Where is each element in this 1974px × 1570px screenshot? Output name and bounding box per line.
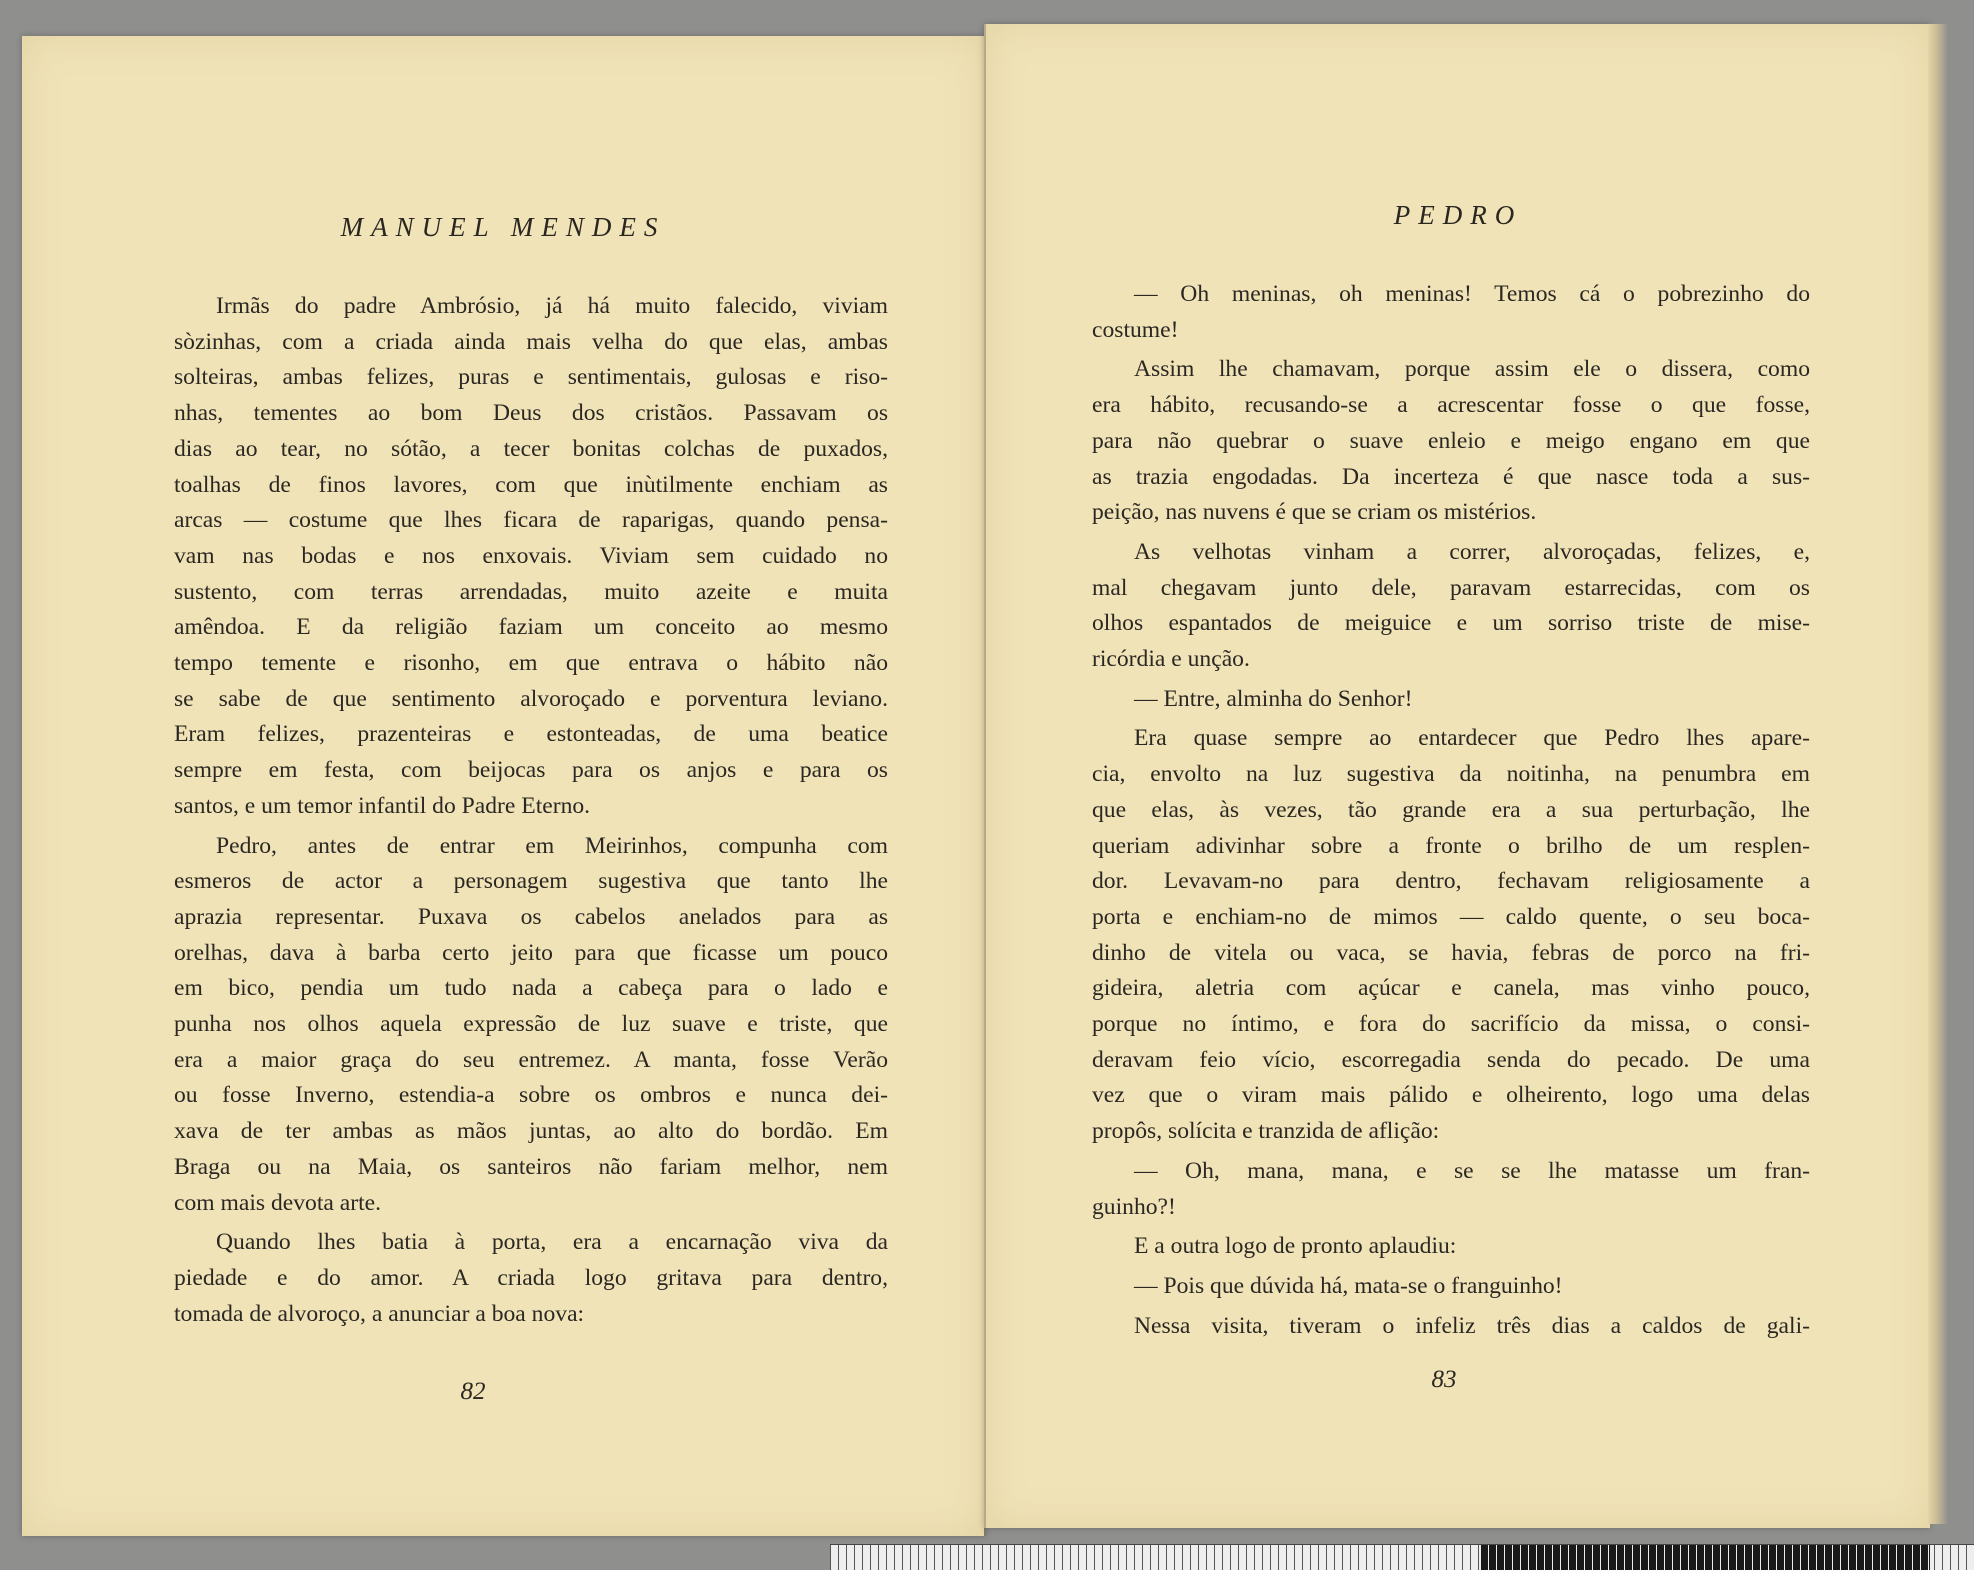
scale-ruler: [830, 1544, 1974, 1570]
text-line: Assim lhe chamavam, porque assim ele o dissera, como: [1134, 356, 1810, 383]
paragraph: [1092, 1309, 1810, 1345]
text-line: com mais devota arte.: [174, 1189, 382, 1216]
text-line: era hábito, recusando-se a acrescentar fosse o que fosse,: [1092, 392, 1810, 419]
text-line: propôs, solícita e tranzida de aflição:: [1092, 1118, 1440, 1145]
page-number-right: 83: [1431, 1366, 1457, 1393]
text-line: santos, e um temor infantil do Padre Eterno.: [174, 792, 591, 819]
text-line: aprazia representar. Puxava os cabelos anelados para as: [174, 903, 888, 930]
text-line: deravam feio vício, escorregadia senda do pecado. De uma: [1092, 1046, 1810, 1073]
text-line: punha nos olhos aquela expressão de luz suave e triste, que: [174, 1011, 888, 1038]
running-header-right: PEDRO: [1393, 200, 1523, 230]
text-line: dias ao tear, no sótão, a tecer bonitas colchas de puxados,: [174, 435, 888, 462]
text-line: xava de ter ambas as mãos juntas, ao alto do bordão. Em: [174, 1118, 888, 1145]
text-line: nhas, tementes ao bom Deus dos cristãos. Passavam os: [174, 400, 888, 427]
text-line: as trazia engodadas. Da incerteza é que nasce toda a sus-: [1092, 463, 1810, 490]
paragraph: [1092, 1229, 1810, 1265]
text-line: Eram felizes, prazenteiras e estonteadas, de uma beatice: [174, 721, 888, 748]
text-line: Pedro, antes de entrar em Meirinhos, compunha com: [216, 832, 888, 859]
text-line: Era quase sempre ao entardecer que Pedro lhes apare-: [1134, 725, 1810, 752]
text-line: olhos espantados de meiguice e um sorriso triste de mise-: [1092, 610, 1810, 637]
text-line: Nessa visita, tiveram o infeliz três dias a caldos de gali-: [1134, 1312, 1810, 1339]
paragraph: [1092, 1269, 1810, 1305]
paragraph: [1092, 535, 1810, 678]
body-text-right: [1092, 277, 1810, 1344]
text-line: vez que o viram mais pálido e olheirento, logo uma delas: [1092, 1082, 1810, 1109]
text-line: sòzinhas, com a criada ainda mais velha do que elas, ambas: [174, 328, 888, 355]
paragraph: [1092, 682, 1810, 718]
text-line: toalhas de finos lavores, com que inùtilmente enchiam as: [174, 471, 888, 498]
text-line: dinho de vitela ou vaca, se havia, febras de porco na fri-: [1092, 939, 1810, 966]
text-line: peição, nas nuvens é que se criam os mistérios.: [1092, 499, 1537, 526]
text-line: gideira, aletria com açúcar e canela, mas vinho pouco,: [1092, 975, 1810, 1002]
text-line: piedade e do amor. A criada logo gritava para dentro,: [174, 1264, 888, 1291]
text-line: cia, envolto na luz sugestiva da noitinha, na penumbra em: [1092, 761, 1810, 788]
text-line: sempre em festa, com beijocas para os anjos e para os: [174, 757, 888, 784]
left-page: [22, 36, 986, 1536]
text-line: Braga ou na Maia, os santeiros não fariam melhor, nem: [174, 1153, 888, 1180]
text-line: — Oh meninas, oh meninas! Temos cá o pobrezinho do: [1134, 281, 1810, 307]
text-line: sustento, com terras arrendadas, muito azeite e muita: [174, 578, 888, 605]
page-number-left: 82: [460, 1378, 486, 1405]
paragraph: [174, 829, 888, 1222]
text-line: porta e enchiam-no de mimos — caldo quente, o seu boca-: [1092, 903, 1810, 930]
text-line: para não quebrar o suave enleio e meigo engano em que: [1092, 427, 1810, 454]
text-line: As velhotas vinham a correr, alvoroçadas, felizes, e,: [1134, 538, 1810, 565]
text-line: guinho?!: [1092, 1193, 1176, 1220]
paragraph: [174, 289, 888, 825]
text-line: tempo temente e risonho, em que entrava o hábito não: [174, 650, 888, 677]
text-line: era a maior graça do seu entremez. A manta, fosse Verão: [174, 1046, 888, 1073]
text-line: dor. Levavam-no para dentro, fechavam religiosamente a: [1092, 868, 1810, 895]
text-line: Irmãs do padre Ambrósio, já há muito falecido, viviam: [216, 293, 888, 319]
body-text-left: [174, 289, 888, 1332]
text-line: E a outra logo de pronto aplaudiu:: [1134, 1233, 1457, 1260]
text-line: solteiras, ambas felizes, puras e sentimentais, gulosas e riso-: [174, 364, 888, 391]
text-line: mal chegavam junto dele, paravam estarrecidas, com os: [1092, 574, 1810, 601]
paragraph: [174, 1225, 888, 1332]
text-line: se sabe de que sentimento alvoroçado e porventura leviano.: [174, 685, 888, 712]
text-line: esmeros de actor a personagem sugestiva que tanto lhe: [174, 868, 888, 895]
paragraph: [1092, 352, 1810, 531]
text-line: amêndoa. E da religião faziam um conceito ao mesmo: [174, 614, 888, 641]
text-line: costume!: [1092, 316, 1179, 343]
text-line: orelhas, dava à barba certo jeito para que ficasse um pouco: [174, 939, 888, 966]
text-line: tomada de alvoroço, a anunciar a boa nova:: [174, 1300, 585, 1327]
paragraph: [1092, 277, 1810, 348]
text-line: ricórdia e unção.: [1092, 646, 1250, 673]
text-line: queriam adivinhar sobre a fronte o brilho de um resplen-: [1092, 832, 1810, 859]
text-line: — Oh, mana, mana, e se se lhe matasse um fran-: [1134, 1157, 1810, 1184]
text-line: arcas — costume que lhes ficara de raparigas, quando pensa-: [174, 507, 888, 534]
text-line: vam nas bodas e nos enxovais. Viviam sem cuidado no: [174, 542, 888, 569]
paragraph: [1092, 1154, 1810, 1225]
running-header-left: MANUEL MENDES: [340, 212, 666, 242]
text-line: em bico, pendia um tudo nada a cabeça para o lado e: [174, 975, 888, 1002]
text-line: Quando lhes batia à porta, era a encarnação viva da: [216, 1229, 888, 1256]
page-edge: [1928, 24, 1948, 1524]
right-page: [984, 24, 1930, 1528]
paragraph: [1092, 721, 1810, 1149]
text-line: ou fosse Inverno, estendia-a sobre os ombros e nunca dei-: [174, 1082, 888, 1109]
text-line: porque no íntimo, e fora do sacrifício da missa, o consi-: [1092, 1011, 1810, 1038]
text-line: — Entre, alminha do Senhor!: [1134, 685, 1413, 712]
text-line: — Pois que dúvida há, mata-se o franguinho!: [1134, 1272, 1563, 1299]
text-line: que elas, às vezes, tão grande era a sua perturbação, lhe: [1092, 796, 1810, 823]
